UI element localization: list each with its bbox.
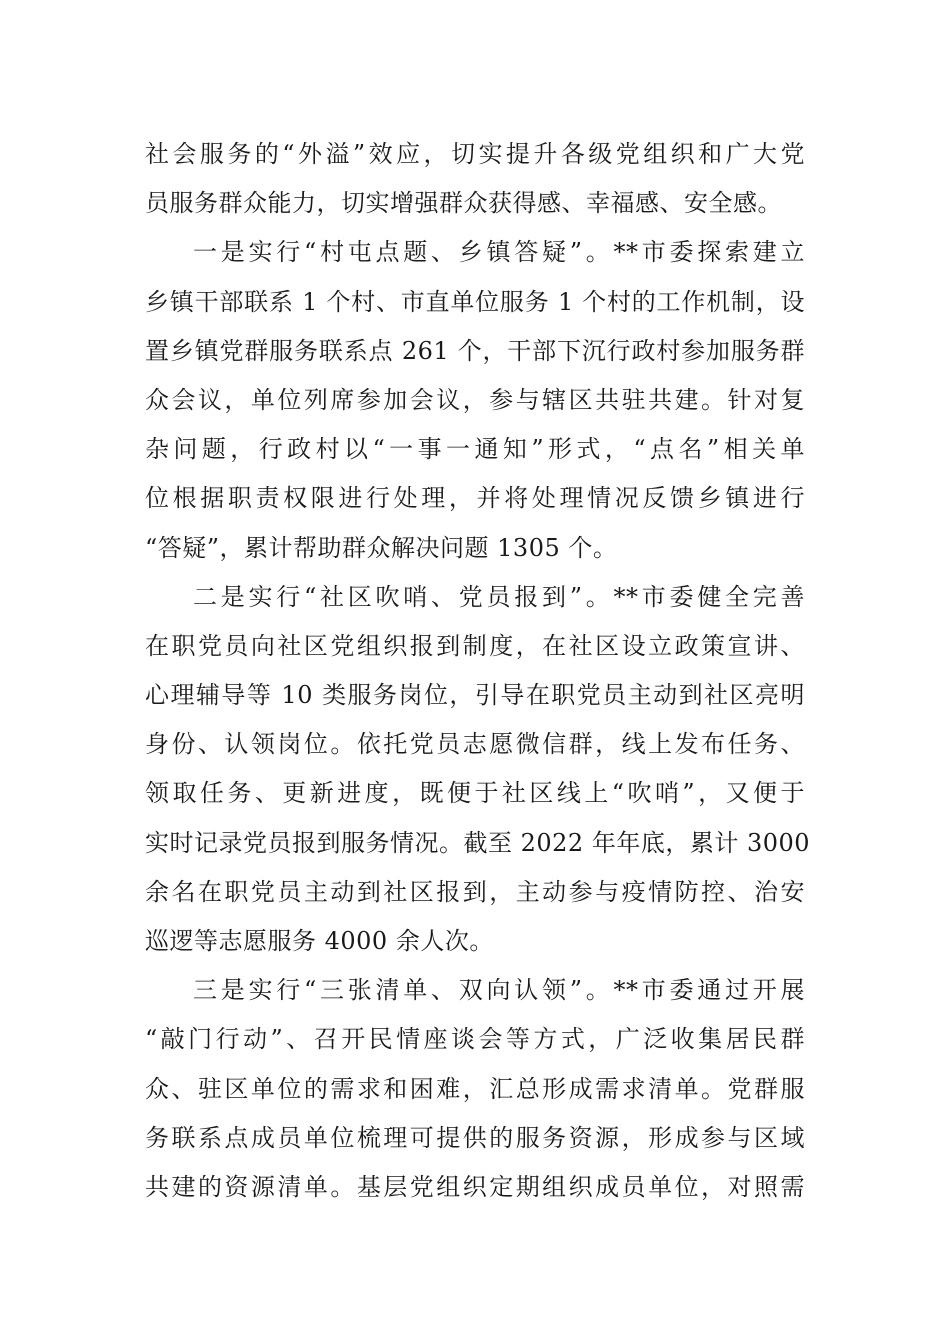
text-line: 巡逻等志愿服务 4000 余人次。 [145,927,494,955]
text-line: 二是实行“社区吹哨、党员报到”。**市委健全完善 [193,582,805,611]
text-line: 实时记录党员报到服务情况。截至 2022 年年底，累计 3000 [145,828,811,857]
text-line: 余名在职党员主动到社区报到，主动参与疫情防控、治安 [145,877,805,906]
text-line: 杂问题，行政村以“一事一通知”形式，“点名”相关单 [145,435,805,464]
text-line: 领取任务、更新进度，既便于社区线上“吹哨”，又便于 [145,779,805,808]
text-line: 三是实行“三张清单、双向认领”。**市委通过开展 [193,976,805,1005]
text-line: 身份、认领岗位。依托党员志愿微信群，线上发布任务、 [145,730,805,759]
text-line: 置乡镇党群服务联系点 261 个，干部下沉行政村参加服务群 [145,336,805,365]
text-line: “敲门行动”、召开民情座谈会等方式，广泛收集居民群 [145,1025,805,1054]
text-line: 乡镇干部联系 1 个村、市直单位服务 1 个村的工作机制，设 [145,287,805,316]
text-line: 员服务群众能力，切实增强群众获得感、幸福感、安全感。 [145,189,782,218]
text-line: 社会服务的“外溢”效应，切实提升各级党组织和广大党 [145,140,805,168]
text-line: 务联系点成员单位梳理可提供的服务资源，形成参与区域 [145,1123,805,1152]
text-line: 位根据职责权限进行处理，并将处理情况反馈乡镇进行 [145,484,805,513]
text-line: 一是实行“村屯点题、乡镇答疑”。**市委探索建立 [193,238,805,267]
text-line: “答疑”，累计帮助群众解决问题 1305 个。 [145,533,618,562]
text-line: 心理辅导等 10 类服务岗位，引导在职党员主动到社区亮明 [145,681,805,710]
document-body [145,130,811,1212]
text-line: 共建的资源清单。基层党组织定期组织成员单位，对照需 [145,1172,805,1201]
text-line: 在职党员向社区党组织报到制度，在社区设立政策宣讲、 [145,631,805,660]
text-line: 众会议，单位列席参加会议，参与辖区共驻共建。针对复 [145,385,805,414]
text-line: 众、驻区单位的需求和困难，汇总形成需求清单。党群服 [145,1074,805,1103]
